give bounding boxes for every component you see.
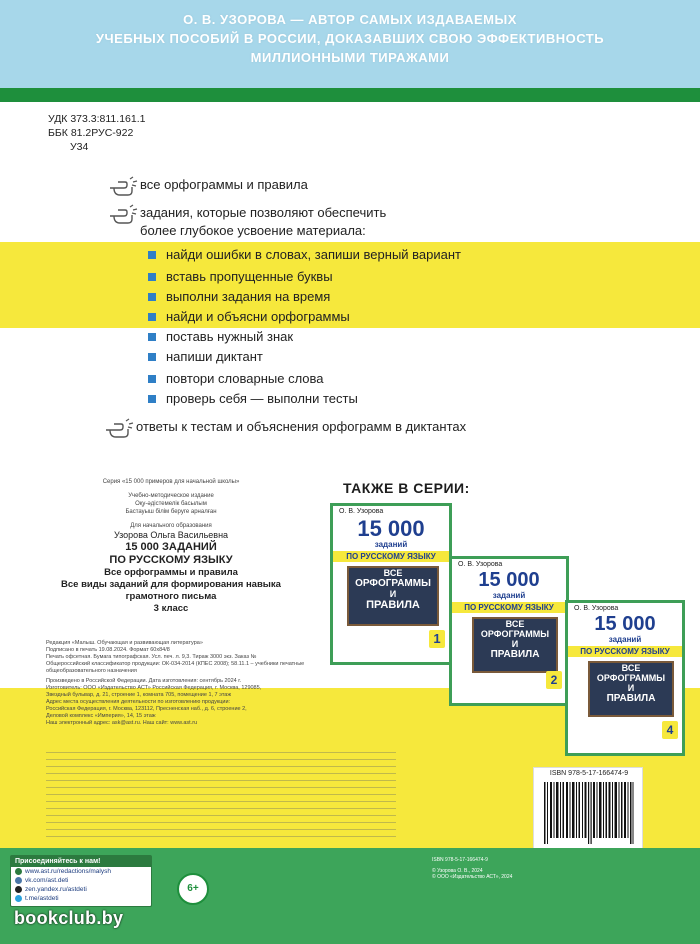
book-number: 15 000 <box>478 569 540 591</box>
grade-label: 3 класс <box>153 603 189 614</box>
feature-item <box>108 176 308 198</box>
book-subject: ПО РУССКОМУ ЯЗЫКУ <box>568 646 682 657</box>
footer-tech-line: © Узорова О. В., 2024 <box>432 867 483 874</box>
tech-info <box>46 640 346 727</box>
telegram-icon <box>15 895 22 902</box>
book-cover-grade-2 <box>449 556 569 706</box>
pointing-hand-icon <box>104 418 134 440</box>
book-subject: ПО РУССКОМУ ЯЗЫКУ <box>333 551 449 562</box>
author-code: У34 <box>70 141 89 153</box>
social-links-box <box>10 855 152 907</box>
book-tasks-word: заданий <box>374 540 408 549</box>
social-link-text: www.ast.ru/redactions/malysh <box>25 868 111 875</box>
zen-icon <box>15 886 22 893</box>
barcode-icon <box>544 782 634 844</box>
edition-line: Бастауыш білім беруге арналған <box>125 509 217 515</box>
bullet-square-icon <box>148 293 156 301</box>
task-item <box>148 348 263 366</box>
feature-text: задания, которые позволяют обеспечить <box>140 205 387 220</box>
social-link[interactable] <box>11 894 151 903</box>
social-heading: Присоединяйтесь к нам! <box>11 856 151 867</box>
tech-line: Адрес места осуществления деятельности по изготовлению продукции: <box>46 699 231 705</box>
book-title: 15 000 ЗАДАНИЙ <box>125 541 217 553</box>
board-text: ВСЕ <box>383 568 403 578</box>
feature-text: более глубокое усвоение материала: <box>140 223 366 238</box>
board-text: И <box>511 639 519 649</box>
task-item <box>148 370 324 388</box>
grade-badge: 4 <box>662 721 678 739</box>
book-subtitle: грамотного письма <box>125 591 217 602</box>
book-chalkboard <box>588 661 674 717</box>
board-text: ПРАВИЛА <box>606 693 656 704</box>
edition-line: Учебно-методическое издание <box>128 493 214 499</box>
task-item <box>148 308 350 326</box>
book-tasks-word: заданий <box>608 635 642 644</box>
task-text: найди и объясни орфограммы <box>166 309 350 324</box>
feature-text: все орфограммы и правила <box>140 177 308 192</box>
board-text: ВСЕ <box>621 663 641 673</box>
board-text: ОРФОГРАММЫ <box>480 629 550 639</box>
bullet-square-icon <box>148 333 156 341</box>
tech-line: Звездный бульвар, д. 21, строение 1, комната 705, помещение 1, 7 этаж <box>46 692 232 698</box>
tech-line: общеобразовательного назначения <box>46 668 137 674</box>
book-tasks-word: заданий <box>492 591 526 600</box>
tech-line: Изготовитель: ООО «Издательство АСТ» Российская Федерация, г. Москва, 129085, <box>46 685 262 691</box>
book-author: О. В. Узорова <box>574 605 619 612</box>
board-text: ОРФОГРАММЫ <box>596 673 666 683</box>
green-divider <box>0 88 700 102</box>
task-item <box>148 268 333 286</box>
fine-print-lines <box>46 752 396 842</box>
header-line: О. В. УЗОРОВА — АВТОР САМЫХ ИЗДАВАЕМЫХ <box>183 12 517 27</box>
task-text: вставь пропущенные буквы <box>166 269 333 284</box>
board-text: И <box>389 589 397 599</box>
feature-text-multiline <box>138 204 386 240</box>
feature-item <box>108 204 386 240</box>
vk-icon <box>15 877 22 884</box>
bullet-square-icon <box>148 313 156 321</box>
social-link[interactable] <box>11 867 151 876</box>
bullet-square-icon <box>148 375 156 383</box>
header-title <box>0 10 700 67</box>
task-text: выполни задания на время <box>166 289 331 304</box>
board-text: ПРАВИЛА <box>490 649 540 660</box>
bullet-square-icon <box>148 353 156 361</box>
feature-item <box>104 418 466 440</box>
book-number: 15 000 <box>357 516 425 541</box>
tech-line: Наш электронный адрес: ask@ast.ru. Наш сайт: www.ast.ru <box>46 720 198 726</box>
task-text: поставь нужный знак <box>166 329 294 344</box>
bullet-square-icon <box>148 395 156 403</box>
board-text: ПРАВИЛА <box>366 599 420 611</box>
header-line: МИЛЛИОННЫМИ ТИРАЖАМИ <box>250 50 450 65</box>
web-icon <box>15 868 22 875</box>
social-link-text: vk.com/ast.deti <box>25 877 69 884</box>
header-band <box>0 0 700 88</box>
task-item <box>148 328 293 346</box>
age-rating-badge: 6+ <box>177 873 209 905</box>
tech-line: Подписано в печать 19.08.2024. Формат 60x84/8 <box>46 647 170 653</box>
tech-line: Произведено в Российской Федерации. Дата изготовления: сентябрь 2024 г. <box>46 678 242 684</box>
pointing-hand-icon <box>108 204 138 226</box>
footer-tech-line: ISBN 978-5-17-166474-9 <box>432 857 488 863</box>
edition-line: Оқу-әдістемелік басылым <box>135 501 207 507</box>
book-cover-grade-1 <box>330 503 452 665</box>
udk-line: УДК 373.3:811.161.1 <box>48 113 146 125</box>
board-text: ВСЕ <box>505 619 525 629</box>
tech-line: Печать офсетная. Бумага типографская. Усл. печ. л. 9,3. Тираж 3000 экз. Заказ № <box>46 654 257 660</box>
pointing-hand-icon <box>108 176 138 198</box>
task-text: проверь себя — выполни тесты <box>166 391 358 406</box>
footer-tech-line: © ООО «Издательство АСТ», 2024 <box>432 874 513 880</box>
bbk-line: ББК 81.2РУС-922 <box>48 127 134 139</box>
audience-line: Для начального образования <box>130 523 212 529</box>
watermark-site: bookclub.by <box>14 908 124 928</box>
social-link[interactable] <box>11 876 151 885</box>
tech-line: Редакция «Малыш. Обучающая и развивающая литература» <box>46 640 203 646</box>
grade-badge: 1 <box>429 630 445 648</box>
task-text: повтори словарные слова <box>166 371 324 386</box>
task-text: напиши диктант <box>166 349 263 364</box>
feature-text: ответы к тестам и объяснения орфограмм в диктантах <box>136 419 467 434</box>
series-line: Серия «15 000 примеров для начальной школы» <box>102 479 240 485</box>
book-subject: ПО РУССКОМУ ЯЗЫКУ <box>452 602 566 613</box>
book-subtitle: Все виды заданий для формирования навыка <box>61 579 281 590</box>
header-line: УЧЕБНЫХ ПОСОБИЙ В РОССИИ, ДОКАЗАВШИХ СВОЮ ЭФФЕКТИВНОСТЬ <box>95 31 605 46</box>
tech-line: Российская Федерация, г. Москва, 123112, Пресненская наб., д. 6, строение 2, <box>46 706 247 712</box>
book-chalkboard <box>347 566 439 626</box>
social-link[interactable] <box>11 885 151 894</box>
bullet-square-icon <box>148 251 156 259</box>
udk-block <box>48 112 145 154</box>
board-text: ОРФОГРАММЫ <box>355 578 431 589</box>
imprint-block <box>46 478 296 615</box>
book-title: ПО РУССКОМУ ЯЗЫКУ <box>109 554 233 566</box>
book-cover-grade-4 <box>565 600 685 756</box>
tech-line: Деловой комплекс «Империя», 14, 15 этаж <box>46 713 156 719</box>
series-heading: ТАКЖЕ В СЕРИИ: <box>343 480 470 496</box>
task-text: найди ошибки в словах, запиши верный вариант <box>166 247 462 262</box>
grade-badge: 2 <box>546 671 562 689</box>
book-number: 15 000 <box>594 613 656 635</box>
tech-line: Общероссийский классификатор продукции: ОК-034-2014 (КПЕС 2008); 58.11.1 – учебники печатные <box>46 661 305 667</box>
task-item <box>148 288 330 306</box>
book-author: О. В. Узорова <box>458 561 503 568</box>
book-subtitle: Все орфограммы и правила <box>104 567 238 578</box>
bullet-square-icon <box>148 273 156 281</box>
isbn-label: ISBN 978-5-17-166474-9 <box>549 770 629 777</box>
author-name: Узорова Ольга Васильевна <box>113 530 229 540</box>
board-text: И <box>627 683 635 693</box>
footer-tech-info <box>432 857 662 881</box>
task-item <box>148 246 461 264</box>
book-author: О. В. Узорова <box>339 508 384 515</box>
task-item <box>148 390 358 408</box>
book-chalkboard <box>472 617 558 673</box>
social-link-text: t.me/astdeti <box>25 895 59 902</box>
social-link-text: zen.yandex.ru/astdeti <box>25 886 87 893</box>
